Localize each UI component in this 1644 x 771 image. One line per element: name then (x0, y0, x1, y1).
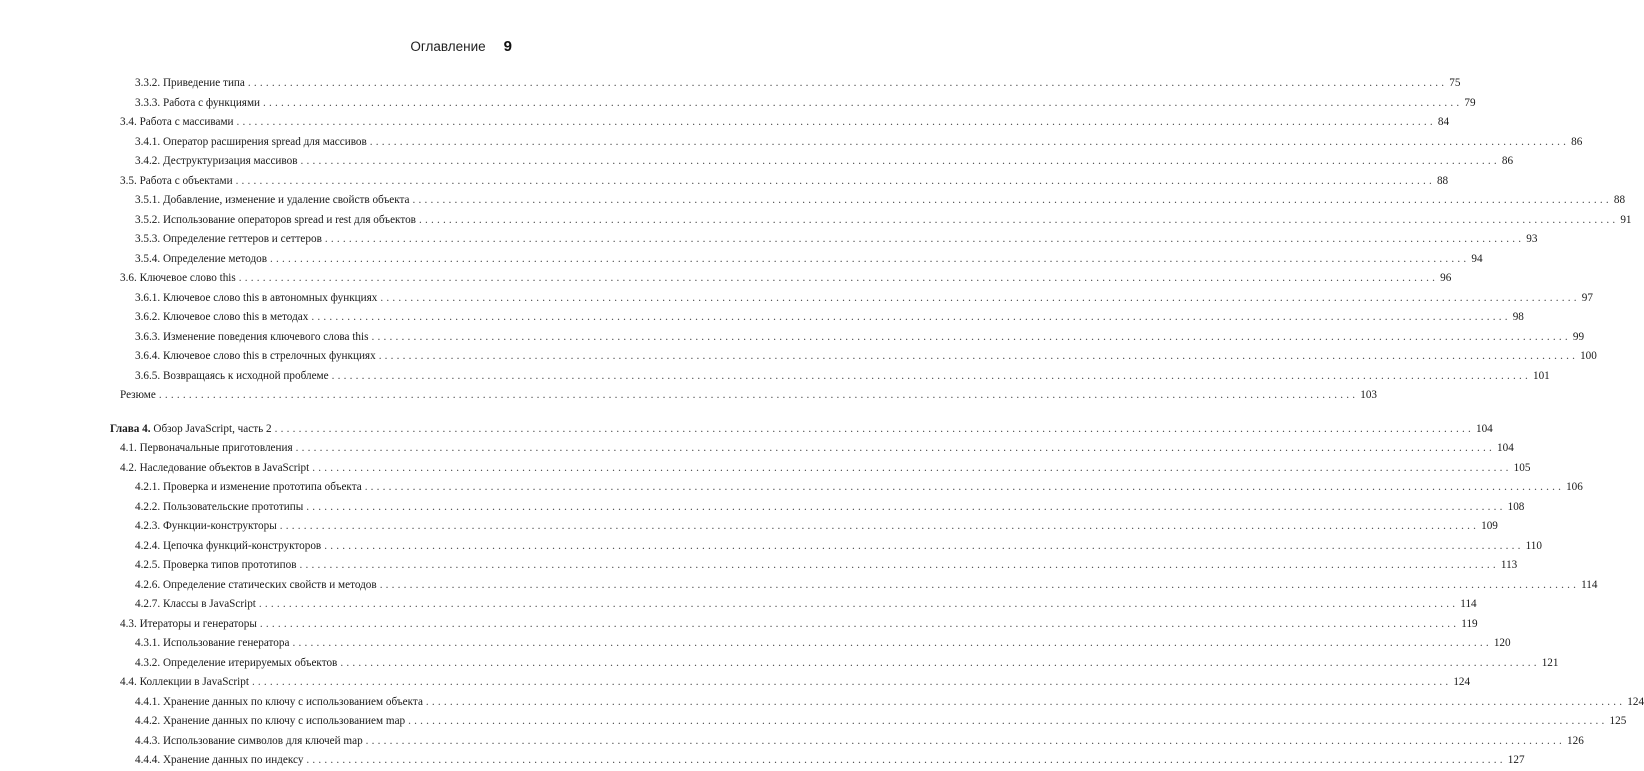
toc-entry[interactable] (110, 74, 1461, 94)
dot-leader: ........................................................................................................................................................................................................ (279, 520, 1480, 532)
dot-leader: ........................................................................................................................................................................................................ (311, 311, 1511, 323)
toc-entry-page: 114 (1581, 578, 1598, 591)
toc-entry-page: 75 (1449, 77, 1461, 89)
toc-entry-text: 4.3.2. Определение итерируемых объектов (135, 656, 338, 669)
toc-entry-text: 4.2.4. Цепочка функций-конструкторов (135, 539, 322, 552)
dot-leader: ........................................................................................................................................................................................................ (158, 389, 1359, 401)
toc-entry-text: 4.4.3. Использование символов для ключей map (135, 734, 363, 747)
dot-leader: ........................................................................................................................................................................................................ (369, 135, 1570, 148)
toc-entry-text: 3.6.2. Ключевое слово this в методах (135, 311, 309, 323)
toc-entry[interactable] (110, 269, 1452, 289)
dot-leader: ........................................................................................................................................................................................................ (238, 272, 1439, 284)
dot-leader: ........................................................................................................................................................................................................ (380, 291, 1580, 304)
dot-leader: ........................................................................................................................................................................................................ (251, 676, 1452, 688)
toc-entry-page: 86 (1571, 135, 1583, 148)
toc-entry-text: 3.6.4. Ключевое слово this в стрелочных функциях (135, 350, 376, 362)
toc-entry-label (135, 595, 259, 615)
toc-entry[interactable] (110, 367, 1550, 387)
toc-entry-page: 114 (1460, 598, 1477, 610)
toc-entry-page: 100 (1580, 350, 1597, 362)
toc-entry-label (135, 478, 365, 498)
toc-entry-page: 86 (1501, 155, 1514, 167)
toc-entry-text: 4.2.7. Классы в JavaScript (135, 598, 256, 610)
toc-entry-page: 103 (1360, 389, 1378, 401)
dot-leader: ........................................................................................................................................................................................................ (235, 174, 1435, 187)
toc-entry[interactable] (110, 439, 1514, 459)
toc-entry-text: 3.5. Работа с объектами (120, 174, 233, 187)
toc-entry[interactable] (110, 693, 1644, 713)
toc-entry-label (120, 459, 312, 479)
toc-entry-label (120, 172, 236, 192)
dot-leader: ........................................................................................................................................................................................................ (331, 369, 1531, 382)
page-number: 9 (503, 38, 512, 55)
dot-leader: ........................................................................................................................................................................................................ (306, 500, 1506, 513)
toc-entry-text: 3.3.3. Работа с функциями (135, 96, 261, 109)
toc-entry-text: 3.4. Работа с массивами (120, 116, 234, 128)
toc-entry-page: 88 (1613, 194, 1626, 206)
table-of-contents (110, 74, 1644, 771)
dot-leader: ........................................................................................................................................................................................................ (408, 715, 1608, 727)
dot-leader: ........................................................................................................................................................................................................ (292, 637, 1492, 649)
toc-entry[interactable] (110, 498, 1525, 518)
toc-entry-label (135, 732, 366, 752)
toc-entry-page: 84 (1437, 116, 1450, 128)
toc-entry[interactable] (110, 230, 1538, 250)
toc-entry-page: 91 (1620, 213, 1632, 226)
toc-entry-label (135, 230, 325, 250)
dot-leader: ........................................................................................................................................................................................................ (259, 617, 1460, 630)
header-title: Оглавление (410, 39, 486, 54)
toc-entry-label (120, 615, 260, 635)
toc-entry-page: 109 (1481, 520, 1498, 532)
dot-leader: ........................................................................................................................................................................................................ (247, 77, 1448, 89)
toc-entry[interactable] (110, 386, 1378, 406)
running-header (410, 38, 512, 55)
toc-entry-label (110, 420, 275, 440)
toc-entry-text: 4.2.2. Пользовательские прототипы (135, 500, 304, 513)
toc-entry[interactable] (110, 712, 1627, 732)
toc-entry-text: 3.6. Ключевое слово this (120, 272, 236, 284)
toc-entry-page: 101 (1532, 369, 1550, 382)
dot-leader: ........................................................................................................................................................................................................ (312, 461, 1512, 474)
toc-entry-text: 4.4.4. Хранение данных по индексу (135, 754, 304, 766)
toc-entry-text: 4.2. Наследование объектов в JavaScript (120, 461, 310, 474)
toc-entry[interactable] (110, 191, 1626, 211)
toc-entry-text: 4.1. Первоначальные приготовления (120, 442, 293, 454)
toc-entry-page: 104 (1497, 442, 1514, 454)
toc-entry-label (120, 673, 252, 693)
toc-entry[interactable] (110, 732, 1584, 752)
toc-entry[interactable] (110, 211, 1632, 231)
dot-leader: ........................................................................................................................................................................................................ (324, 233, 1525, 245)
toc-entry-label (135, 537, 324, 557)
toc-entry-label (135, 347, 379, 367)
toc-entry[interactable] (110, 94, 1476, 114)
toc-entry-page: 110 (1525, 539, 1542, 552)
toc-entry-label (135, 367, 332, 387)
toc-entry[interactable] (110, 113, 1450, 133)
toc-entry-label (135, 308, 311, 328)
toc-entry-page: 99 (1572, 330, 1585, 343)
dot-leader: ........................................................................................................................................................................................................ (295, 442, 1495, 454)
toc-entry-text: 4.4.1. Хранение данных по ключу с использованием объекта (135, 695, 423, 708)
toc-entry[interactable] (110, 673, 1471, 693)
toc-entry-page: 104 (1475, 422, 1493, 435)
toc-entry-text: 4.3.1. Использование генератора (135, 637, 290, 649)
toc-entry-label (120, 113, 237, 133)
toc-entry-text: 3.6.3. Изменение поведения ключевого слова this (135, 330, 369, 343)
toc-entry[interactable] (110, 576, 1598, 596)
toc-entry-label (135, 654, 340, 674)
toc-entry[interactable] (110, 172, 1449, 192)
toc-entry-label (135, 74, 248, 94)
dot-leader: ........................................................................................................................................................................................................ (418, 213, 1619, 226)
toc-entry-page: 94 (1471, 252, 1483, 265)
toc-entry-page: 93 (1526, 233, 1538, 245)
toc-entry-page: 127 (1507, 754, 1525, 766)
toc-entry-text: 4.2.3. Функции-конструкторы (135, 520, 277, 532)
dot-leader: ........................................................................................................................................................................................................ (378, 350, 1579, 362)
toc-entry[interactable] (110, 615, 1478, 635)
dot-leader: ........................................................................................................................................................................................................ (236, 116, 1436, 128)
toc-entry-text: 3.5.1. Добавление, изменение и удаление свойств объекта (135, 194, 410, 206)
toc-entry-label (135, 712, 408, 732)
dot-leader: ........................................................................................................................................................................................................ (379, 578, 1580, 591)
toc-entry-label (135, 94, 263, 114)
dot-leader: ........................................................................................................................................................................................................ (270, 252, 1470, 265)
toc-entry[interactable] (110, 751, 1525, 771)
toc-entry[interactable] (110, 537, 1542, 557)
toc-entry[interactable] (110, 459, 1531, 479)
toc-entry-text: 4.4.2. Хранение данных по ключу с использованием map (135, 715, 406, 727)
dot-leader: ........................................................................................................................................................................................................ (299, 559, 1499, 571)
toc-entry[interactable] (110, 478, 1583, 498)
toc-entry-text: 3.6.1. Ключевое слово this в автономных функциях (135, 291, 378, 304)
dot-leader: ........................................................................................................................................................................................................ (258, 598, 1459, 610)
toc-entry[interactable] (110, 250, 1483, 270)
toc-entry-label (135, 498, 306, 518)
chapter-prefix: Глава 4. (110, 422, 151, 435)
dot-leader: ........................................................................................................................................................................................................ (263, 96, 1463, 109)
dot-leader: ........................................................................................................................................................................................................ (300, 155, 1500, 167)
toc-entry-page: 88 (1436, 174, 1449, 187)
toc-entry-label (135, 250, 270, 270)
toc-entry-page: 119 (1461, 617, 1478, 630)
dot-leader: ........................................................................................................................................................................................................ (274, 422, 1474, 435)
toc-entry-label (135, 211, 419, 231)
toc-entry-text: 3.4.2. Деструктуризация массивов (135, 155, 298, 167)
toc-entry[interactable] (110, 328, 1585, 348)
toc-entry-text: 3.5.2. Использование операторов spread и rest для объектов (135, 213, 416, 226)
toc-entry-label (135, 634, 292, 654)
toc-entry[interactable] (110, 654, 1559, 674)
dot-leader: ........................................................................................................................................................................................................ (371, 330, 1571, 343)
toc-entry-text: 3.5.4. Определение методов (135, 252, 268, 265)
chapter-spacer (110, 406, 512, 420)
dot-leader: ........................................................................................................................................................................................................ (412, 194, 1612, 206)
toc-entry-page: 79 (1464, 96, 1476, 109)
toc-entry-text: 4.3. Итераторы и генераторы (120, 617, 257, 630)
toc-entry[interactable] (110, 152, 1514, 172)
toc-entry-label (135, 556, 300, 576)
toc-chapter-entry[interactable] (110, 420, 1493, 440)
toc-entry-page: 105 (1513, 461, 1531, 474)
toc-entry-text: 4.2.6. Определение статических свойств и методов (135, 578, 377, 591)
toc-entry-page: 98 (1512, 311, 1524, 323)
toc-entry-label (135, 693, 426, 713)
toc-entry-page: 124 (1627, 695, 1644, 708)
dot-leader: ........................................................................................................................................................................................................ (324, 539, 1524, 552)
toc-entry[interactable] (110, 347, 1597, 367)
toc-entry-page: 125 (1609, 715, 1627, 727)
toc-entry[interactable] (110, 289, 1593, 309)
toc-entry-label (135, 576, 380, 596)
toc-entry-label (120, 386, 159, 406)
toc-entry-text: 4.2.5. Проверка типов прототипов (135, 559, 297, 571)
toc-entry-page: 97 (1581, 291, 1593, 304)
dot-leader: ........................................................................................................................................................................................................ (425, 695, 1626, 708)
toc-entry-page: 96 (1440, 272, 1452, 284)
dot-leader: ........................................................................................................................................................................................................ (364, 481, 1565, 493)
dot-leader: ........................................................................................................................................................................................................ (365, 734, 1566, 747)
toc-entry-page: 126 (1567, 734, 1584, 747)
toc-entry-label (135, 152, 301, 172)
toc-entry-page: 121 (1541, 656, 1559, 669)
toc-entry[interactable] (110, 308, 1524, 328)
toc-entry-page: 124 (1453, 676, 1471, 688)
dot-leader: ........................................................................................................................................................................................................ (306, 754, 1506, 766)
toc-entry[interactable] (110, 634, 1511, 654)
toc-entry-text: 3.4.1. Оператор расширения spread для массивов (135, 135, 367, 148)
toc-entry-text: 3.6.5. Возвращаясь к исходной проблеме (135, 369, 329, 382)
toc-entry-text: 4.2.1. Проверка и изменение прототипа объекта (135, 481, 362, 493)
toc-entry-page: 106 (1566, 481, 1583, 493)
toc-entry-label (135, 133, 370, 153)
toc-entry-page: 120 (1493, 637, 1511, 649)
toc-entry[interactable] (110, 133, 1583, 153)
toc-entry-label (135, 517, 280, 537)
toc-entry-label (135, 289, 380, 309)
toc-entry[interactable] (110, 517, 1498, 537)
toc-entry-label (120, 439, 296, 459)
toc-entry-page: 108 (1507, 500, 1525, 513)
toc-entry-text: Обзор JavaScript, часть 2 (150, 422, 272, 435)
toc-entry[interactable] (110, 556, 1518, 576)
toc-entry-text: 3.3.2. Приведение типа (135, 77, 245, 89)
toc-entry-label (135, 328, 371, 348)
toc-entry-label (135, 751, 306, 771)
toc-entry-label (120, 269, 239, 289)
toc-entry-page: 113 (1500, 559, 1518, 571)
toc-entry-text: Резюме (120, 389, 156, 401)
toc-entry[interactable] (110, 595, 1477, 615)
dot-leader: ........................................................................................................................................................................................................ (340, 656, 1540, 669)
toc-entry-text: 4.4. Коллекции в JavaScript (120, 676, 249, 688)
toc-entry-text: 3.5.3. Определение геттеров и сеттеров (135, 233, 322, 245)
toc-entry-label (135, 191, 413, 211)
